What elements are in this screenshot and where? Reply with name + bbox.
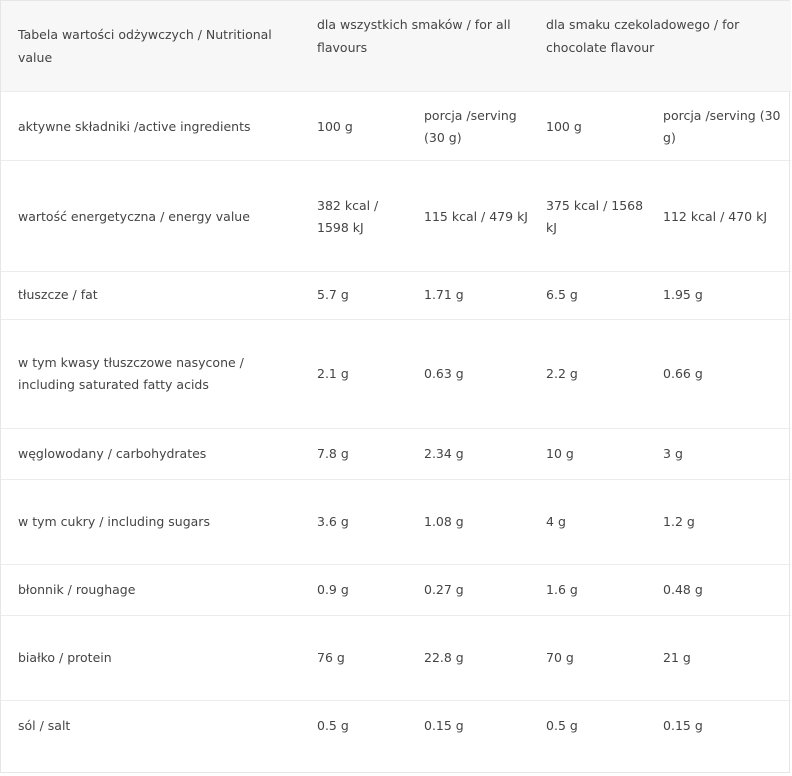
cell-all-serving: 0.15 g [416,700,538,751]
row-label: w tym cukry / including sugars [1,479,309,564]
cell-choc-serving: 0.66 g [655,319,791,428]
cell-all-100g: 0.5 g [309,700,416,751]
table-row [1,700,791,751]
table-row [1,91,791,160]
table-row [1,271,791,319]
header-all-flavours: dla wszystkich smaków / for all flavours [317,17,511,55]
cell-all-100g: 3.6 g [309,479,416,564]
table-row [1,479,791,564]
cell-all-100g: 100 g [309,91,416,160]
cell-all-100g: 76 g [309,615,416,700]
header-chocolate-flavour: dla smaku czekoladowego / for chocolate flavour [546,17,740,55]
cell-choc-100g: 2.2 g [538,319,655,428]
nutrition-table [1,1,791,751]
row-label: tłuszcze / fat [1,271,309,319]
table-row [1,160,791,271]
row-label: węglowodany / carbohydrates [1,428,309,479]
row-label: wartość energetyczna / energy value [1,160,309,271]
cell-choc-serving: porcja /serving (30 g) [655,91,791,160]
cell-choc-100g: 100 g [538,91,655,160]
cell-all-100g: 5.7 g [309,271,416,319]
row-label: błonnik / roughage [1,564,309,615]
cell-all-serving: 2.34 g [416,428,538,479]
cell-choc-serving: 1.95 g [655,271,791,319]
cell-choc-serving: 112 kcal / 470 kJ [655,160,791,271]
cell-all-serving: 22.8 g [416,615,538,700]
cell-all-100g: 2.1 g [309,319,416,428]
cell-all-serving: porcja /serving (30 g) [416,91,538,160]
row-label: w tym kwasy tłuszczowe nasycone / including saturated fatty acids [1,319,309,428]
cell-all-serving: 115 kcal / 479 kJ [416,160,538,271]
cell-choc-100g: 0.5 g [538,700,655,751]
table-row [1,319,791,428]
cell-all-100g: 382 kcal / 1598 kJ [309,160,416,271]
cell-all-serving: 0.63 g [416,319,538,428]
header-nutritional-value: Tabela wartości odżywczych / Nutritional value [18,26,272,65]
cell-choc-100g: 1.6 g [538,564,655,615]
cell-all-serving: 1.71 g [416,271,538,319]
cell-choc-100g: 375 kcal / 1568 kJ [538,160,655,271]
cell-choc-100g: 6.5 g [538,271,655,319]
row-label: aktywne składniki /active ingredients [1,91,309,160]
cell-all-100g: 0.9 g [309,564,416,615]
cell-choc-100g: 10 g [538,428,655,479]
cell-choc-serving: 3 g [655,428,791,479]
cell-all-serving: 1.08 g [416,479,538,564]
row-label: białko / protein [1,615,309,700]
table-body [1,91,791,751]
cell-choc-serving: 1.2 g [655,479,791,564]
table-header [1,1,791,91]
cell-choc-serving: 0.15 g [655,700,791,751]
cell-all-serving: 0.27 g [416,564,538,615]
table-row [1,428,791,479]
cell-choc-serving: 21 g [655,615,791,700]
row-label: sól / salt [1,700,309,751]
table-row [1,564,791,615]
cell-choc-serving: 0.48 g [655,564,791,615]
cell-choc-100g: 70 g [538,615,655,700]
cell-all-100g: 7.8 g [309,428,416,479]
header-row [1,1,791,91]
cell-choc-100g: 4 g [538,479,655,564]
table-row [1,615,791,700]
